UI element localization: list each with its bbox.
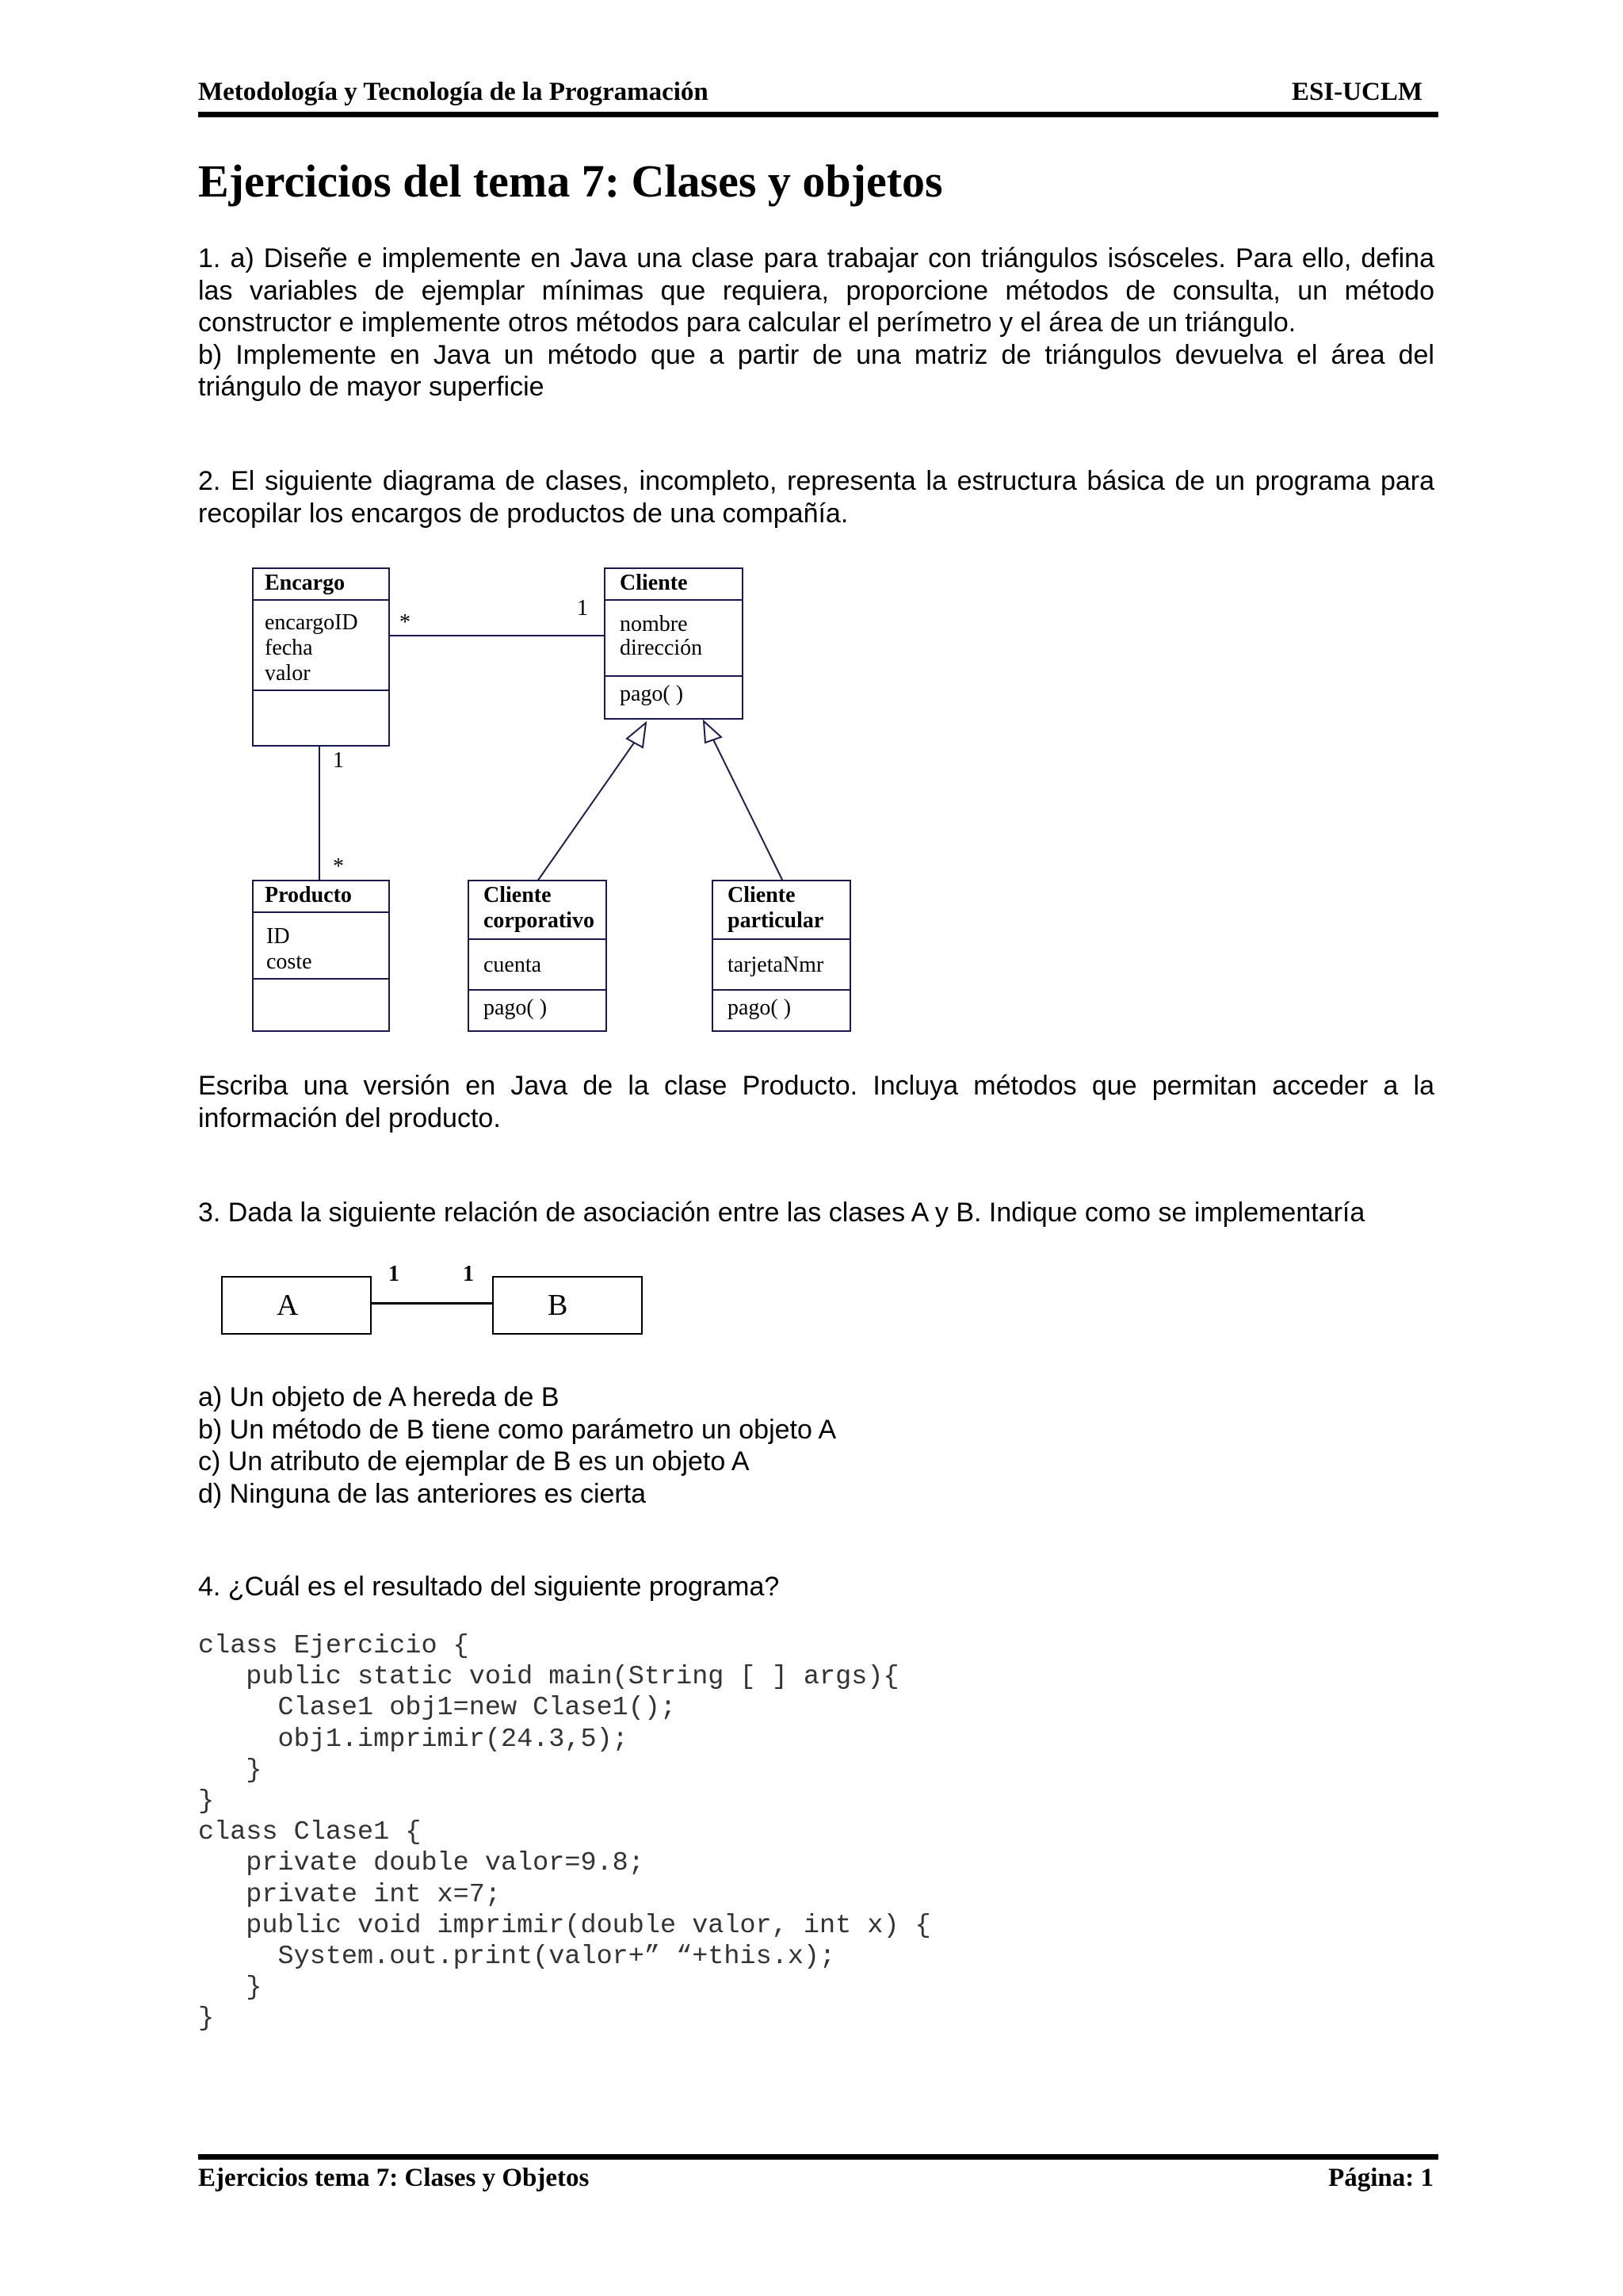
class-particular-name-1: Cliente bbox=[727, 883, 796, 907]
multiplicity-encargo-producto: 1 bbox=[333, 748, 344, 773]
class-cliente-particular bbox=[712, 880, 851, 1032]
divider bbox=[254, 911, 388, 913]
exercise-3-intro-text: 3. Dada la siguiente relación de asociación entre las clases A y B. Indique como se implementaría bbox=[198, 1198, 1365, 1228]
attr-coste: coste bbox=[266, 949, 312, 974]
attr-nombre: nombre bbox=[620, 612, 688, 636]
class-particular-name-2: particular bbox=[727, 908, 824, 933]
exercise-3-intro bbox=[198, 1197, 1434, 1229]
method-pago: pago( ) bbox=[620, 682, 684, 706]
class-corporativo-name-1: Cliente bbox=[483, 883, 552, 907]
class-b bbox=[492, 1276, 643, 1335]
class-producto bbox=[252, 880, 390, 1032]
attr-encargoid: encargoID bbox=[265, 610, 358, 635]
divider bbox=[254, 599, 388, 601]
option-c: c) Un atributo de ejemplar de B es un objeto A bbox=[198, 1446, 750, 1477]
page-number: Página: 1 bbox=[1328, 2164, 1434, 2192]
divider bbox=[713, 938, 850, 940]
page-footer bbox=[198, 2164, 1438, 2200]
attr-cuenta: cuenta bbox=[483, 953, 542, 977]
inheritance-corporativo bbox=[537, 739, 636, 881]
attr-valor: valor bbox=[265, 661, 311, 686]
code-listing: class Ejercicio { public static void main(String [ ] args){ Clase1 obj1=new Clase1(); obj1.imprimir(24.3,5); } } class Clase1 { private double valor=9.8; private int x=7; public void imprimir(double valor, int x) { System.out.print(valor+” “+this.x); } } bbox=[198, 1631, 931, 2034]
multiplicity-encargo-side: * bbox=[399, 610, 411, 635]
class-a-name: A bbox=[277, 1289, 299, 1322]
divider bbox=[254, 690, 388, 691]
divider bbox=[254, 978, 388, 980]
footer-title: Ejercicios tema 7: Clases y Objetos bbox=[198, 2164, 590, 2192]
method-pago: pago( ) bbox=[727, 995, 792, 1020]
exercise-2-intro-text: 2. El siguiente diagrama de clases, incompleto, representa la estructura básica de un programa para recopilar los encargos de productos de una compañía. bbox=[198, 466, 1434, 529]
class-cliente-corporativo bbox=[468, 880, 607, 1032]
page-title: Ejercicios del tema 7: Clases y objetos bbox=[198, 155, 943, 207]
divider bbox=[469, 989, 605, 991]
divider bbox=[469, 938, 605, 940]
exercise-1a: 1. a) Diseñe e implemente en Java una clase para trabajar con triángulos isósceles. Para ello, defina las variables de ejemplar mínimas que requiera, proporcione métodos de consulta, un método constructor e implemente otros métodos para calcular el perímetro y el área de un triángulo. bbox=[198, 243, 1434, 338]
class-cliente bbox=[604, 567, 743, 720]
exercise-4-intro-text: 4. ¿Cuál es el resultado del siguiente programa? bbox=[198, 1572, 780, 1602]
exercise-1b: b) Implemente en Java un método que a partir de una matriz de triángulos devuelva el área del triángulo de mayor superficie bbox=[198, 339, 1434, 402]
exercise-4-intro bbox=[198, 1571, 1434, 1603]
multiplicity-cliente-side: 1 bbox=[577, 596, 588, 621]
exercise-3-options bbox=[198, 1381, 1434, 1510]
exercise-2-question bbox=[198, 1070, 1434, 1134]
divider bbox=[605, 599, 742, 601]
option-b: b) Un método de B tiene como parámetro un objeto A bbox=[198, 1414, 837, 1445]
exercise-2-question-text: Escriba una versión en Java de la clase Producto. Incluya métodos que permitan acceder a la información del producto. bbox=[198, 1071, 1434, 1133]
header-course: Metodología y Tecnología de la Programación bbox=[198, 78, 708, 106]
footer-rule bbox=[198, 2154, 1438, 2160]
class-a bbox=[221, 1276, 372, 1335]
divider bbox=[713, 989, 850, 991]
class-encargo-name: Encargo bbox=[265, 571, 346, 595]
multiplicity-b: 1 bbox=[463, 1262, 474, 1286]
option-a: a) Un objeto de A hereda de B bbox=[198, 1382, 559, 1412]
association-line bbox=[372, 1302, 492, 1305]
class-cliente-name: Cliente bbox=[620, 571, 688, 595]
option-d: d) Ninguna de las anteriores es cierta bbox=[198, 1478, 647, 1509]
class-corporativo-name-2: corporativo bbox=[483, 908, 594, 933]
inheritance-particular bbox=[713, 739, 783, 881]
inheritance-arrow-particular bbox=[704, 721, 721, 743]
method-pago: pago( ) bbox=[483, 995, 548, 1020]
multiplicity-a: 1 bbox=[388, 1262, 399, 1286]
class-b-name: B bbox=[548, 1289, 568, 1322]
attr-tarjetanmr: tarjetaNmr bbox=[727, 953, 824, 977]
attr-direccion: dirección bbox=[620, 636, 703, 660]
header-institution: ESI-UCLM bbox=[1291, 78, 1423, 106]
multiplicity-producto-side: * bbox=[333, 854, 344, 879]
divider bbox=[605, 675, 742, 677]
class-producto-name: Producto bbox=[265, 883, 352, 907]
class-encargo bbox=[252, 567, 390, 747]
inheritance-arrow-corporativo bbox=[627, 723, 646, 747]
attr-id: ID bbox=[266, 924, 290, 949]
attr-fecha: fecha bbox=[265, 636, 313, 660]
